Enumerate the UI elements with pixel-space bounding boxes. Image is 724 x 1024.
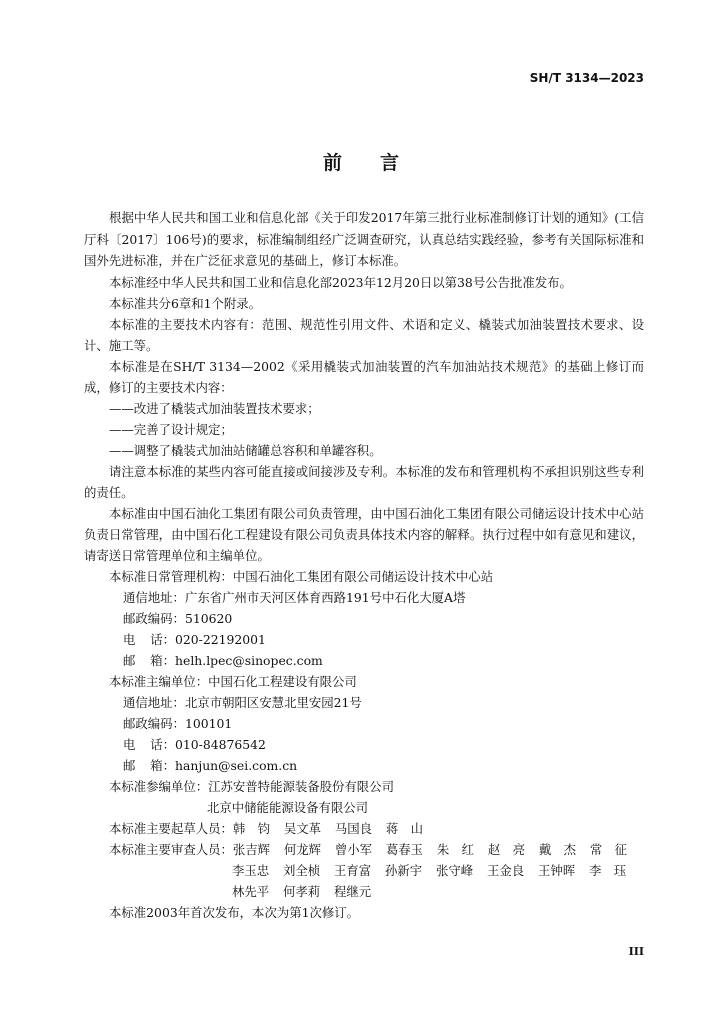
chief-editor-row [84, 671, 644, 692]
standard-number: SH/T 3134—2023 [529, 71, 644, 85]
chief-editor-email-label-b: 箱： [150, 757, 175, 773]
paragraph-approval: 本标准经中华人民共和国工业和信息化部2023年12月20日以第38号公告批准发布。 [109, 274, 572, 290]
management-address-label: 通信地址： [123, 589, 185, 605]
management-phone-label-a: 电 [123, 631, 136, 647]
chief-editor-email-label [123, 755, 175, 776]
paragraph-management: 本标准由中国石油化工集团有限公司负责管理，由中国石油化工集团有限公司储运设计技术中心站负责日常管理，由中国石化工程建设有限公司负责具体技术内容的解释。执行过程中如有意见和建议，请寄送日常管理单位和主编单位。 [84, 505, 644, 563]
reviewer-name: 赵 亮 [487, 841, 526, 857]
paragraph-main-content: 本标准的主要技术内容有：范围、规范性引用文件、术语和定义、橇装式加油装置技术要求、设计、施工等。 [84, 316, 644, 353]
management-phone-label [123, 629, 175, 650]
chief-editor-phone-row [84, 734, 644, 755]
management-email-row [84, 650, 644, 671]
paragraph-basis: 根据中华人民共和国工业和信息化部《关于印发2017年第三批行业标准制修订计划的通知》(工信厅科〔2017〕106号)的要求，标准编制组经广泛调查研究，认真总结实践经验，参考有关国际标准和国外先进标准，并在广泛征求意见的基础上，修订本标准。 [84, 210, 644, 268]
participating-label: 本标准参编单位： [109, 778, 209, 794]
chief-editor-phone-label-a: 电 [123, 736, 136, 752]
management-email-value: helh.lpec@sinopec.com [175, 652, 323, 668]
title-char-1: 前 [322, 152, 344, 174]
reviewer-name: 张守峰 [436, 862, 474, 878]
reviewers-row-1 [84, 839, 644, 860]
participating-row [84, 776, 644, 797]
reviewer-name: 何孝莉 [283, 883, 321, 899]
reviewer-name: 曾小军 [334, 841, 373, 857]
reviewer-name: 程继元 [334, 883, 372, 899]
participating-unit-1: 江苏安普特能源装备股份有限公司 [208, 778, 394, 794]
chief-editor-email-label-a: 邮 [123, 757, 136, 773]
reviewer-name: 林先平 [232, 883, 270, 899]
reviewer-name: 常 征 [589, 841, 628, 857]
reviewer-name: 刘全桢 [283, 862, 321, 878]
reviewers-names-1 [233, 839, 641, 860]
reviewer-name: 王育富 [334, 862, 372, 878]
reviewers-label: 本标准主要审查人员： [109, 841, 233, 857]
reviewer-name: 王钟晖 [538, 862, 576, 878]
reviewer-name: 王金良 [487, 862, 525, 878]
management-email-label-a: 邮 [123, 652, 136, 668]
drafters-label: 本标准主要起草人员： [109, 820, 233, 836]
chief-editor-email-value: hanjun@sei.com.cn [175, 757, 298, 773]
paragraph-closing: 本标准2003年首次发布，本次为第1次修订。 [109, 904, 360, 920]
management-address-value: 广东省广州市天河区体育西路191号中石化大厦A塔 [184, 589, 466, 605]
page-number: III [628, 945, 644, 958]
reviewer-name: 何龙辉 [283, 841, 322, 857]
paragraph-revision: 本标准是在SH/T 3134—2002《采用橇装式加油装置的汽车加油站技术规范》的基础上修订而成，修订的主要技术内容： [84, 358, 644, 395]
chief-editor-label: 本标准主编单位： [109, 673, 209, 689]
drafter-name: 吴文革 [283, 820, 322, 836]
title-char-2: 言 [380, 152, 402, 174]
reviewer-name: 朱 红 [436, 841, 475, 857]
management-address-row [84, 587, 644, 608]
revision-item-1: ——改进了橇装式加油装置技术要求； [109, 400, 320, 416]
management-org-value: 中国石油化工集团有限公司储运设计技术中心站 [232, 568, 494, 584]
revision-item-3: ——调整了橇装式加油站储罐总容积和单罐容积。 [109, 442, 382, 458]
management-email-label-b: 箱： [150, 652, 175, 668]
chief-editor-postcode-value: 100101 [184, 715, 233, 731]
drafters-row [84, 818, 644, 839]
management-phone-row [84, 629, 644, 650]
chief-editor-phone-value: 010-84876542 [175, 736, 266, 752]
reviewer-name: 李玉忠 [232, 862, 270, 878]
management-email-label [123, 650, 175, 671]
participating-unit-2: 北京中储能能源设备有限公司 [207, 799, 369, 815]
chief-editor-address-label: 通信地址： [123, 694, 185, 710]
management-postcode-row [84, 608, 644, 629]
foreword-body [84, 207, 644, 923]
drafters-names [233, 818, 437, 839]
paragraph-structure: 本标准共分6章和1个附录。 [109, 295, 262, 311]
management-phone-label-b: 话： [150, 631, 175, 647]
management-postcode-value: 510620 [184, 610, 233, 626]
chief-editor-postcode-label: 邮政编码： [123, 715, 185, 731]
chief-editor-phone-label-b: 话： [150, 736, 175, 752]
management-postcode-label: 邮政编码： [123, 610, 185, 626]
chief-editor-email-row [84, 755, 644, 776]
chief-editor-postcode-row [84, 713, 644, 734]
chief-editor-value: 中国石化工程建设有限公司 [208, 673, 357, 689]
reviewer-name: 孙新宇 [385, 862, 423, 878]
reviewer-name: 葛春玉 [385, 841, 424, 857]
drafter-name: 韩 钧 [232, 820, 271, 836]
chief-editor-address-row [84, 692, 644, 713]
reviewers-row-3 [84, 881, 644, 902]
reviewer-name: 戴 杰 [538, 841, 577, 857]
participating-row-2 [84, 797, 644, 818]
reviewer-name: 张吉辉 [232, 841, 271, 857]
reviewer-name: 李 珏 [589, 862, 627, 878]
management-org-label: 本标准日常管理机构： [109, 568, 233, 584]
drafter-name: 蒋 山 [385, 820, 424, 836]
chief-editor-address-value: 北京市朝阳区安慧北里安园21号 [184, 694, 362, 710]
revision-item-2: ——完善了设计规定； [109, 421, 233, 437]
chief-editor-phone-label [123, 734, 175, 755]
paragraph-patent: 请注意本标准的某些内容可能直接或间接涉及专利。本标准的发布和管理机构不承担识别这些专利的责任。 [84, 463, 644, 500]
reviewers-row-2 [84, 860, 644, 881]
management-phone-value: 020-22192001 [175, 631, 266, 647]
management-org-row [84, 566, 644, 587]
drafter-name: 马国良 [334, 820, 373, 836]
page-title [0, 148, 724, 175]
